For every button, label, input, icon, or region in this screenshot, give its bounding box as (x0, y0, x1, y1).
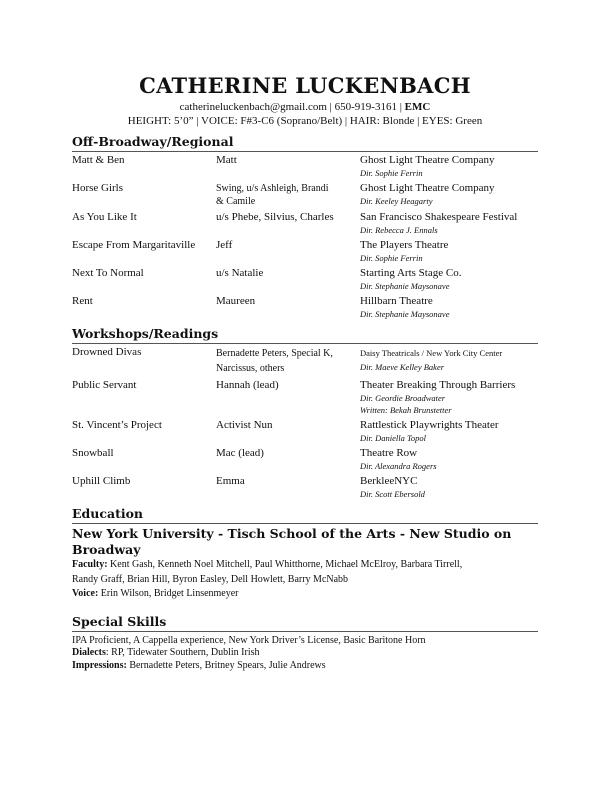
role: u/s Phebe, Silvius, Charles (216, 211, 334, 223)
contact-line (72, 100, 538, 114)
resume-name: CATHERINE LUCKENBACH (139, 73, 471, 98)
show-title: Escape From Margaritaville (72, 239, 196, 251)
dialects-line (72, 647, 538, 660)
role: Jeff (216, 239, 233, 251)
venue-cell (360, 267, 538, 292)
director: Dir. Sophie Ferrin (360, 253, 423, 263)
credit-row (72, 267, 538, 292)
education-title: Education (72, 506, 538, 524)
credit-row (72, 154, 538, 179)
venue-cell (360, 419, 538, 444)
venue-cell (360, 182, 538, 208)
education-section (72, 506, 538, 602)
resume (72, 74, 538, 672)
role: Maureen (216, 295, 256, 307)
voice-line (72, 587, 538, 602)
role: u/s Natalie (216, 267, 264, 279)
director: Dir. Sophie Ferrin (360, 168, 423, 178)
impressions-label: Impressions: (72, 659, 127, 671)
role: Matt (216, 154, 237, 166)
venue-cell (360, 154, 538, 179)
venue-cell (360, 239, 538, 264)
faculty-label: Faculty: (72, 559, 108, 570)
director: Dir. Stephanie Maysonave (360, 309, 450, 319)
venue: Hillbarn Theatre (360, 295, 433, 307)
faculty-line (72, 558, 538, 573)
venue: The Players Theatre (360, 239, 449, 251)
show-title: Next To Normal (72, 267, 144, 279)
venue-cell (360, 295, 538, 320)
credit-row (72, 211, 538, 236)
venue: Ghost Light Theatre Company (360, 182, 495, 194)
impressions-list: Bernadette Peters, Britney Spears, Julie Andrews (126, 659, 326, 671)
show-title: Uphill Climb (72, 475, 131, 487)
faculty-list-continued: Randy Graff, Brian Hill, Byron Easley, Dell Howlett, Barry McNabb (72, 573, 349, 585)
director: Dir. Geordie Broadwater (360, 393, 446, 403)
director: Dir. Keeley Heagarty (360, 196, 433, 206)
role-continued: Narcissus, others (216, 363, 285, 374)
venue: Starting Arts Stage Co. (360, 267, 462, 279)
skills-line: IPA Proficient, A Cappella experience, New York Driver’s License, Basic Baritone Horn (72, 634, 426, 646)
role: Mac (lead) (216, 447, 264, 459)
credit-row (72, 475, 538, 500)
show-title: St. Vincent’s Project (72, 419, 162, 431)
voice-teachers: Erin Wilson, Bridget Linsenmeyer (98, 588, 239, 599)
venue: San Francisco Shakespeare Festival (360, 211, 518, 223)
role: Bernadette Peters, Special K, (216, 348, 333, 359)
venue-cell (360, 447, 538, 472)
writer: Written: Bekah Brunstetter (360, 405, 452, 415)
director: Dir. Stephanie Maysonave (360, 281, 450, 291)
venue: Rattlestick Playwrights Theater (360, 419, 499, 431)
offbroadway-title: Off-Broadway/Regional (72, 134, 538, 152)
director: Dir. Scott Ebersold (360, 489, 425, 499)
faculty-list: Kent Gash, Kenneth Noel Mitchell, Paul Whitthorne, Michael McElroy, Barbara Tirrell, (107, 559, 463, 570)
credit-row (72, 295, 538, 320)
show-title: Matt & Ben (72, 154, 125, 166)
workshops-title: Workshops/Readings (72, 326, 538, 344)
role: Hannah (lead) (216, 379, 279, 391)
dialects-label: Dialects (72, 647, 106, 658)
show-title: Drowned Divas (72, 346, 142, 358)
union-status: EMC (404, 101, 431, 113)
credit-row (72, 182, 538, 208)
dialects-list: : RP, Tidewater Southern, Dublin Irish (105, 647, 260, 658)
skills-title: Special Skills (72, 614, 538, 632)
credit-row (72, 379, 538, 416)
contact-info: catherineluckenbach@gmail.com | 650-919-3161 | (179, 101, 405, 113)
credit-row (72, 419, 538, 444)
role-continued: & Camile (216, 196, 256, 207)
voice-label: Voice: (72, 588, 99, 599)
venue-cell (360, 346, 538, 376)
credit-row (72, 239, 538, 264)
workshops-section (72, 326, 538, 500)
role: Activist Nun (216, 419, 273, 431)
show-title: Horse Girls (72, 182, 124, 194)
stats-line: HEIGHT: 5’0” | VOICE: F#3-C6 (Soprano/Belt) | HAIR: Blonde | EYES: Green (127, 115, 483, 127)
venue-cell (360, 211, 538, 236)
show-title: Public Servant (72, 379, 137, 391)
role-cell (216, 182, 360, 208)
venue-cell (360, 475, 538, 500)
show-title: Snowball (72, 447, 114, 459)
venue: BerkleeNYC (360, 475, 418, 487)
venue-cell (360, 379, 538, 416)
director: Dir. Daniella Topol (360, 433, 427, 443)
credit-row (72, 447, 538, 472)
role-cell (216, 346, 360, 376)
show-title: As You Like It (72, 211, 137, 223)
director: Dir. Maeve Kelley Baker (360, 362, 445, 372)
venue: Daisy Theatricals / New York City Center (360, 348, 503, 358)
role: Swing, u/s Ashleigh, Brandi (216, 183, 329, 194)
school-name: New York University - Tisch School of the Arts - New Studio on Broadway (72, 526, 512, 557)
director: Dir. Alexandra Rogers (360, 461, 437, 471)
skills-section (72, 614, 538, 673)
venue: Ghost Light Theatre Company (360, 154, 495, 166)
offbroadway-section (72, 134, 538, 320)
show-title: Rent (72, 295, 93, 307)
venue: Theater Breaking Through Barriers (360, 379, 516, 391)
impressions-line (72, 660, 538, 673)
credit-row (72, 346, 538, 376)
role: Emma (216, 475, 245, 487)
venue: Theatre Row (360, 447, 418, 459)
director: Dir. Rebecca J. Ennals (360, 225, 438, 235)
